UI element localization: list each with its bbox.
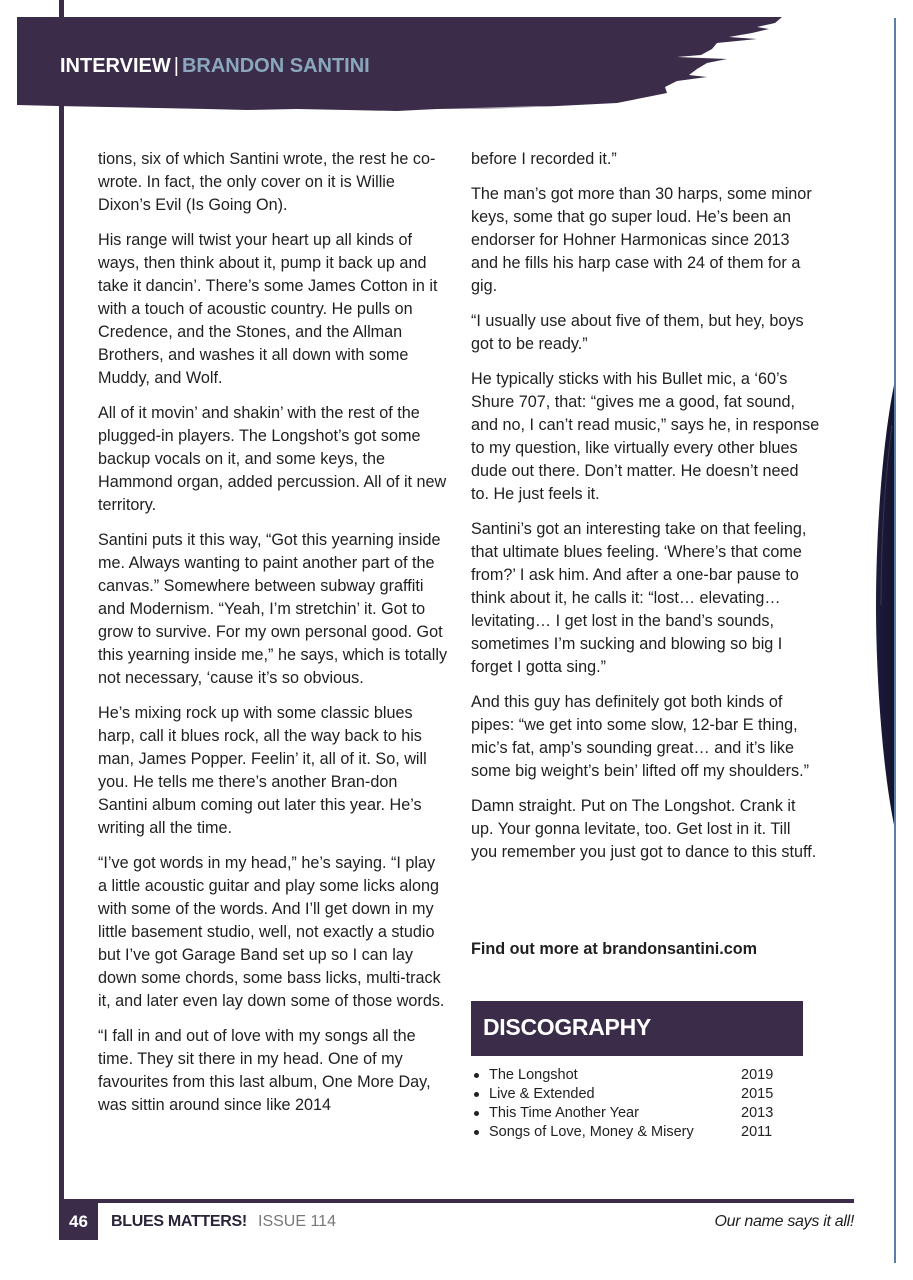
article-paragraph: The man’s got more than 30 harps, some minor keys, some that go super loud. He’s been an endorser for Hohner Harmonicas since 2013 and he fills his harp case with 24 of them for a gig. bbox=[471, 185, 812, 295]
footer-rule bbox=[59, 1199, 854, 1203]
article-paragraph: before I recorded it.” bbox=[471, 150, 617, 168]
header-subject-name: BRANDON SANTINI bbox=[181, 55, 370, 77]
website-call-to-action: Find out more at brandonsantini.com bbox=[471, 940, 757, 958]
discography-item bbox=[471, 1104, 791, 1123]
issue-number: ISSUE 114 bbox=[258, 1213, 336, 1230]
article-paragraph: He’s mixing rock up with some classic blues harp, call it blues rock, all the way back to his man, James Popper. Feelin’ it, all of it. So, will you. He tells me there’s another Bran-don Santini album coming out later this year. He’s writing all the time. bbox=[98, 704, 427, 837]
album-year: 2019 bbox=[741, 1067, 774, 1083]
article-paragraph: Santini puts it this way, “Got this yearning inside me. Always wanting to paint another part of the canvas.” Somewhere between subway graffiti and Modernism. “Yeah, I’m stretchin’ it. Got to grow to survive. For my own personal good. Got this yearning inside me,” he says, which is totally not necessary, ‘cause it’s so obvious. bbox=[98, 531, 448, 687]
album-year: 2011 bbox=[741, 1124, 773, 1140]
discography-item bbox=[471, 1085, 791, 1104]
magazine-tagline: Our name says it all! bbox=[714, 1213, 854, 1230]
discography-list bbox=[471, 1066, 791, 1142]
article-paragraph: “I fall in and out of love with my songs all the time. They sit there in my head. One of my favourites from this last album, One More Day, was sittin around since like 2014 bbox=[98, 1027, 431, 1114]
article-column-left bbox=[98, 148, 448, 1129]
bullet-icon bbox=[474, 1092, 479, 1097]
album-title: The Longshot bbox=[489, 1067, 578, 1083]
article-paragraph: Damn straight. Put on The Longshot. Crank it up. Your gonna levitate, too. Get lost in it. Till you remember you just got to dance to this stuff. bbox=[471, 797, 817, 861]
album-title: Songs of Love, Money & Misery bbox=[489, 1124, 694, 1140]
page-number-box bbox=[59, 1203, 98, 1240]
album-year: 2015 bbox=[741, 1086, 774, 1102]
discography-header-box bbox=[471, 1001, 803, 1056]
article-paragraph: He typically sticks with his Bullet mic, a ‘60’s Shure 707, that: “gives me a good, fat sound, and no, I can’t read music,” says he, in response to my question, like virtually every other blues dude out there. Don’t matter. He doesn’t need to. He just feels it. bbox=[471, 370, 820, 503]
header-section-label: INTERVIEW bbox=[60, 55, 171, 77]
article-column-right bbox=[471, 148, 821, 876]
article-paragraph: “I’ve got words in my head,” he’s saying. “I play a little acoustic guitar and play some licks along with some of the words. And I’ll get down in my little basement studio, well, not exactly a studio but I’ve got Garage Band set up so I can lay down some chords, some bass licks, multi-track it, and later even lay down some of those words. bbox=[98, 854, 445, 1010]
article-paragraph: All of it movin’ and shakin’ with the rest of the plugged-in players. The Longshot’s got some backup vocals on it, and some keys, the Hammond organ, added percussion. All of it new territory. bbox=[98, 404, 447, 514]
bullet-icon bbox=[474, 1073, 479, 1078]
bullet-icon bbox=[474, 1111, 479, 1116]
article-paragraph: Santini’s got an interesting take on that feeling, that ultimate blues feeling. ‘Where’s that come from?’ I ask him. And after a one-bar pause to think about it, he calls it: “lost… elevating… levitating… I get lost in the band’s sounds, sometimes I’m sucking and blowing so big I forget I gotta sing.” bbox=[471, 520, 807, 676]
discography-title: DISCOGRAPHY bbox=[483, 1014, 651, 1040]
article-paragraph: And this guy has definitely got both kinds of pipes: “we get into some slow, 12-bar E thing, mic’s fat, amp’s sounding great… and it’s like some big weight’s bein’ lifted off my shoulders.” bbox=[471, 693, 810, 780]
discography-item bbox=[471, 1066, 791, 1085]
page-number: 46 bbox=[69, 1212, 88, 1231]
album-year: 2013 bbox=[741, 1105, 774, 1121]
album-title: Live & Extended bbox=[489, 1086, 595, 1102]
vinyl-record-image bbox=[876, 385, 894, 825]
header-separator: | bbox=[173, 55, 179, 77]
right-margin-rule bbox=[894, 18, 896, 1263]
header-title bbox=[60, 55, 370, 78]
left-margin-rule bbox=[59, 0, 64, 1240]
article-paragraph: His range will twist your heart up all kinds of ways, then think about it, pump it back up and take it dancin’. There’s some James Cotton in it with a touch of acoustic country. He pulls on Credence, and the Stones, and the Allman Brothers, and washes it all down with some Muddy, and Wolf. bbox=[98, 231, 438, 387]
album-title: This Time Another Year bbox=[489, 1105, 639, 1121]
bullet-icon bbox=[474, 1130, 479, 1135]
article-paragraph: “I usually use about five of them, but hey, boys got to be ready.” bbox=[471, 312, 804, 353]
article-paragraph: tions, six of which Santini wrote, the rest he co-wrote. In fact, the only cover on it is Willie Dixon’s Evil (Is Going On). bbox=[98, 150, 436, 214]
magazine-name: BLUES MATTERS! bbox=[111, 1213, 247, 1230]
discography-item bbox=[471, 1123, 791, 1142]
